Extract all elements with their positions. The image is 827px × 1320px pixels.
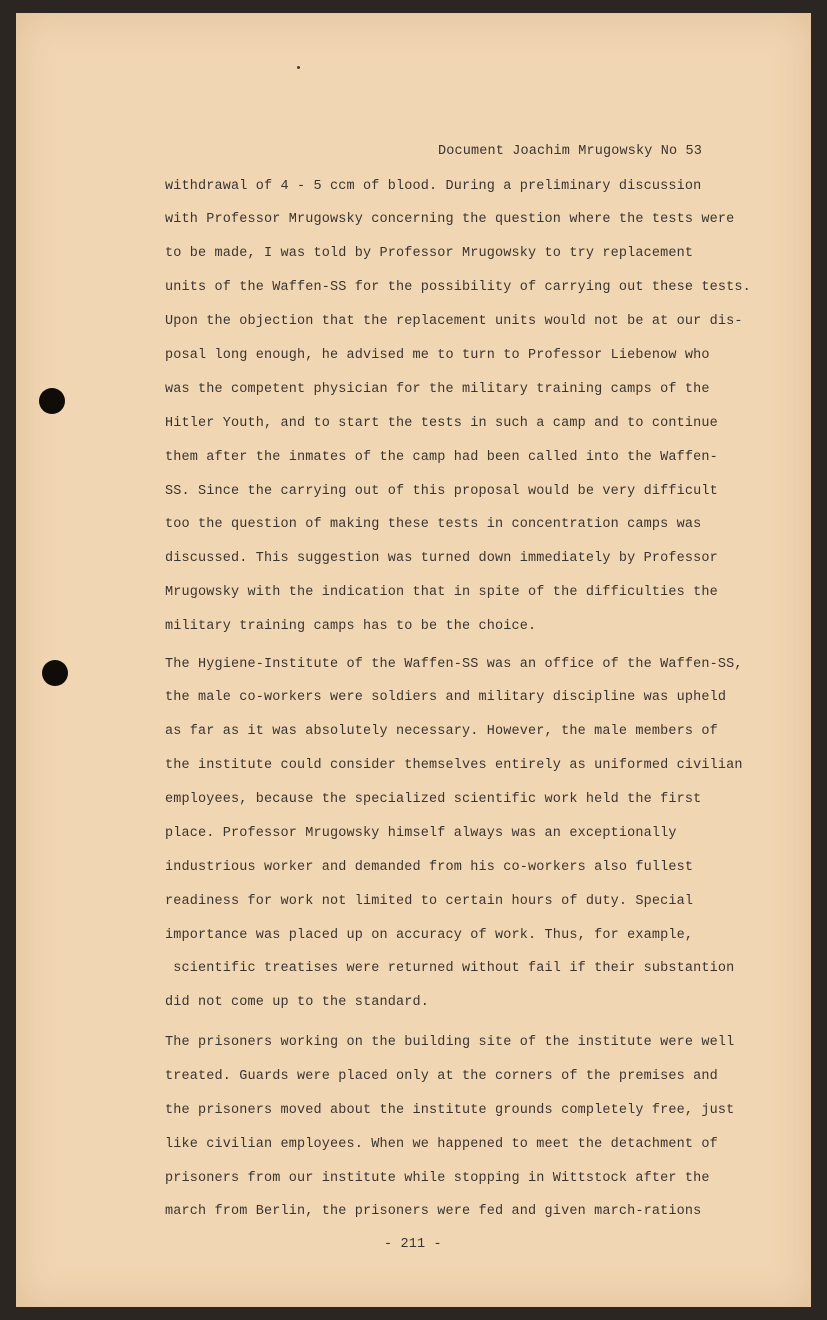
text-line: scientific treatises were returned without fail if their substantion xyxy=(165,961,735,976)
text-line: the male co-workers were soldiers and military discipline was upheld xyxy=(165,690,727,705)
text-line: to be made, I was told by Professor Mrugowsky to try replacement xyxy=(165,246,694,261)
text-line: Hitler Youth, and to start the tests in such a camp and to continue xyxy=(165,416,718,431)
text-line: like civilian employees. When we happened to meet the detachment of xyxy=(165,1137,718,1152)
page-number: - 211 - xyxy=(384,1237,442,1252)
stray-ink-dot xyxy=(297,66,300,69)
text-line: treated. Guards were placed only at the corners of the premises and xyxy=(165,1069,718,1084)
text-line: them after the inmates of the camp had been called into the Waffen- xyxy=(165,450,718,465)
punch-hole-top xyxy=(39,388,65,414)
text-line: The prisoners working on the building site of the institute were well xyxy=(165,1035,735,1050)
text-line: posal long enough, he advised me to turn to Professor Liebenow who xyxy=(165,348,710,363)
text-line: march from Berlin, the prisoners were fed and given march-rations xyxy=(165,1204,702,1219)
text-line: military training camps has to be the choice. xyxy=(165,619,537,634)
text-line: Upon the objection that the replacement units would not be at our dis- xyxy=(165,314,743,329)
text-line: readiness for work not limited to certain hours of duty. Special xyxy=(165,894,694,909)
text-line: too the question of making these tests in concentration camps was xyxy=(165,517,702,532)
text-line: withdrawal of 4 - 5 ccm of blood. During a preliminary discussion xyxy=(165,179,702,194)
text-line: The Hygiene-Institute of the Waffen-SS was an office of the Waffen-SS, xyxy=(165,657,743,672)
text-line: discussed. This suggestion was turned down immediately by Professor xyxy=(165,551,718,566)
text-line: importance was placed up on accuracy of work. Thus, for example, xyxy=(165,928,694,943)
text-line: the institute could consider themselves entirely as uniformed civilian xyxy=(165,758,743,773)
text-line: as far as it was absolutely necessary. However, the male members of xyxy=(165,724,718,739)
text-line: industrious worker and demanded from his co-workers also fullest xyxy=(165,860,694,875)
text-line: units of the Waffen-SS for the possibility of carrying out these tests. xyxy=(165,280,751,295)
text-line: Mrugowsky with the indication that in spite of the difficulties the xyxy=(165,585,718,600)
text-line: with Professor Mrugowsky concerning the question where the tests were xyxy=(165,212,735,227)
text-line: prisoners from our institute while stopping in Wittstock after the xyxy=(165,1171,710,1186)
text-line: employees, because the specialized scientific work held the first xyxy=(165,792,702,807)
document-header: Document Joachim Mrugowsky No 53 xyxy=(438,144,703,159)
text-line: the prisoners moved about the institute grounds completely free, just xyxy=(165,1103,735,1118)
text-line: did not come up to the standard. xyxy=(165,995,430,1010)
punch-hole-bottom xyxy=(42,660,68,686)
text-line: SS. Since the carrying out of this proposal would be very difficult xyxy=(165,484,718,499)
text-line: place. Professor Mrugowsky himself always was an exceptionally xyxy=(165,826,677,841)
text-line: was the competent physician for the military training camps of the xyxy=(165,382,710,397)
